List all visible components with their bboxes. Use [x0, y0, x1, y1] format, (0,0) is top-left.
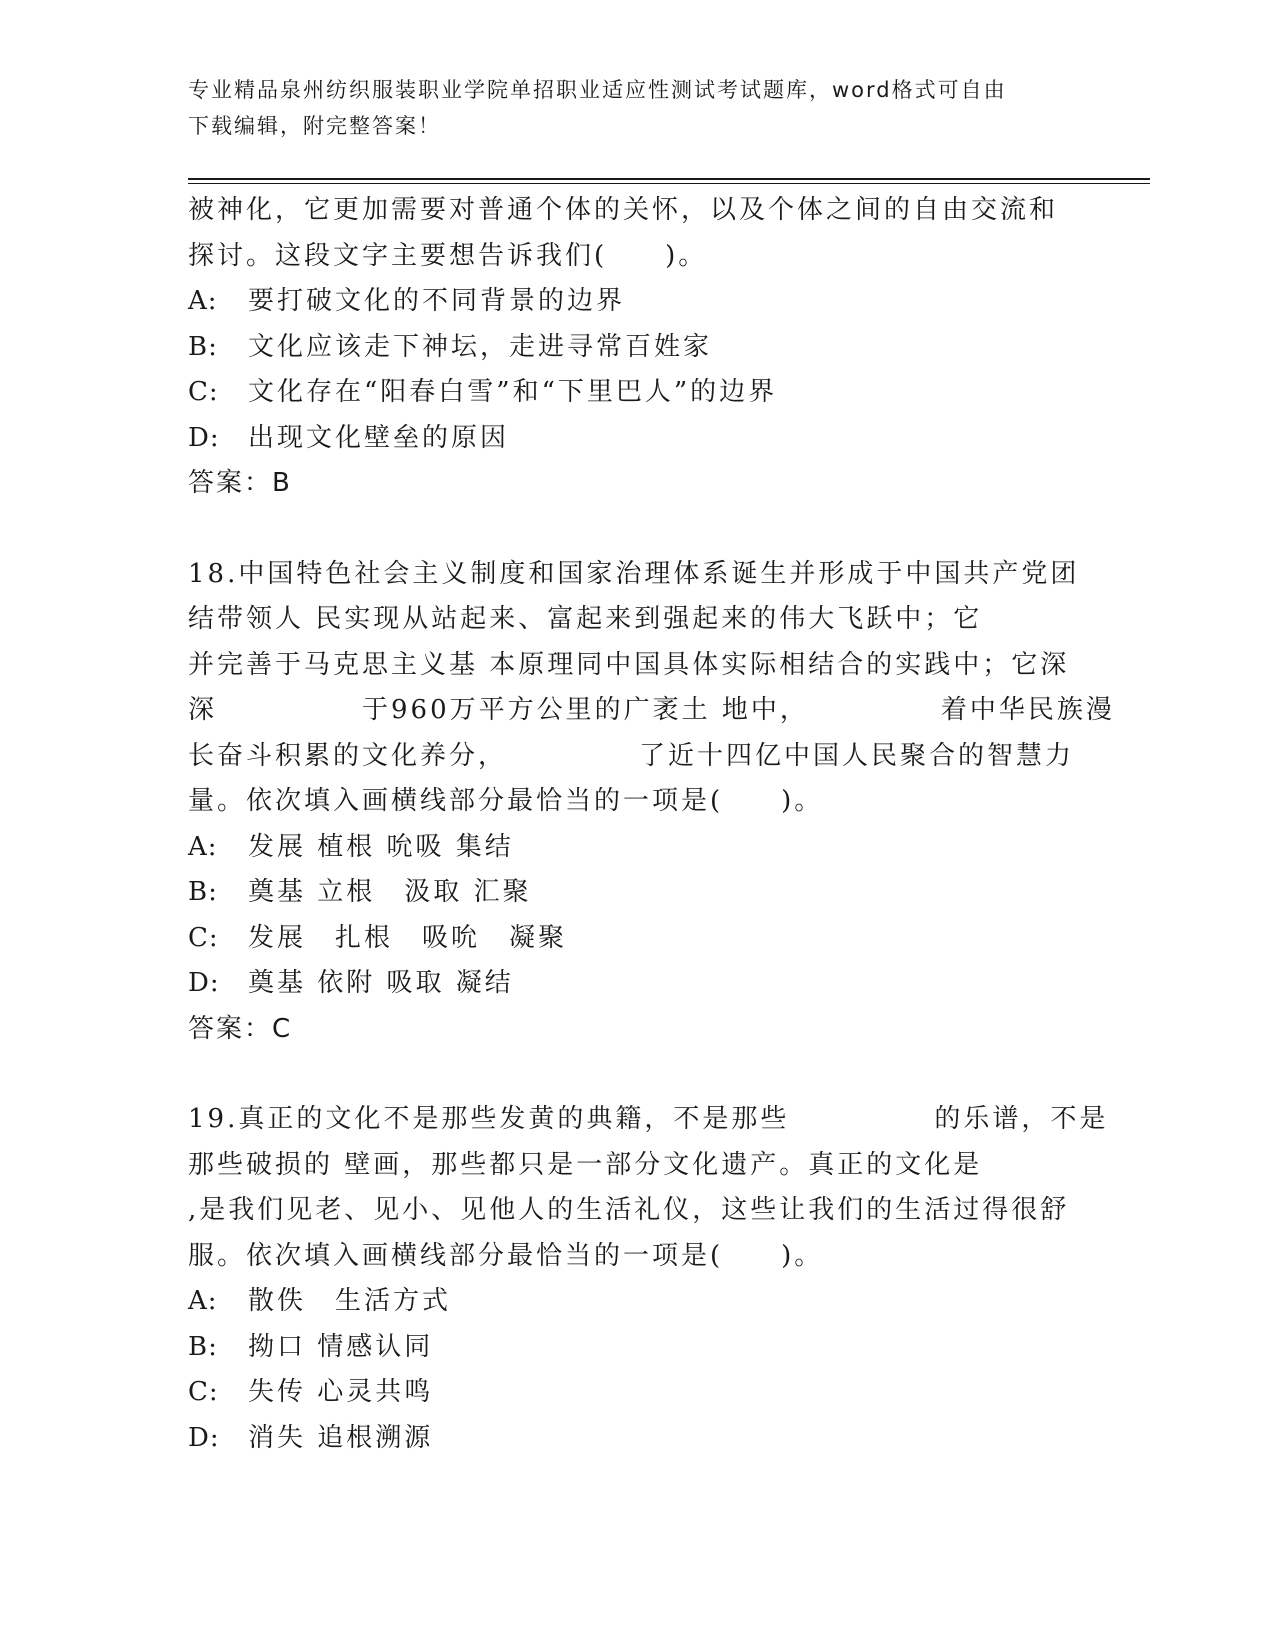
- option-text: 奠基 立根 汲取 汇聚: [248, 877, 532, 907]
- option-text: 出现文化壁垒的原因: [248, 422, 510, 453]
- option-b[interactable]: [188, 1325, 1088, 1371]
- question-text-line: 服。依次填入画横线部分最恰当的一项是( )。: [188, 1240, 824, 1271]
- question-text-line: 被神化，它更加需要对普通个体的关怀，以及个体之间的自由交流和: [188, 195, 1059, 225]
- question-content: [188, 188, 1115, 1461]
- question-text-line: 探讨。这段文字主要想告诉我们( )。: [188, 240, 708, 271]
- question-spacer: [188, 1052, 1088, 1097]
- option-d[interactable]: [188, 416, 1088, 462]
- question-text-line: 结带领人 民实现从站起来、富起来到强起来的伟大飞跃中；它: [188, 604, 983, 634]
- option-letter: A:: [188, 831, 218, 862]
- option-letter: D:: [188, 968, 220, 998]
- option-letter: D:: [188, 1422, 220, 1453]
- option-letter: C:: [188, 377, 219, 407]
- option-letter: D:: [188, 422, 220, 453]
- option-letter: B:: [188, 1331, 218, 1362]
- question-text-line: 18.中国特色社会主义制度和国家治理体系诞生并形成于中国共产党团: [188, 558, 1080, 589]
- question-text-line: 并完善于马克思主义基 本原理同中国具体实际相结合的实践中；它深: [188, 649, 1070, 680]
- question-18: [188, 552, 1115, 1053]
- option-text: 发展 扎根 吸吮 凝聚: [248, 922, 568, 953]
- option-letter: A:: [188, 1286, 218, 1316]
- option-text: 要打破文化的不同背景的边界: [248, 286, 626, 316]
- option-letter: B:: [188, 331, 218, 362]
- question-spacer: [188, 507, 1088, 552]
- option-letter: C:: [188, 1377, 219, 1407]
- option-text: 文化存在“阳春白雪”和“下里巴人”的边界: [248, 377, 778, 407]
- option-text: 文化应该走下神坛，走进寻常百姓家: [248, 331, 713, 362]
- option-letter: A:: [188, 286, 218, 316]
- option-text: 奠基 依附 吸取 凝结: [248, 968, 514, 998]
- option-text: 散佚 生活方式: [248, 1286, 452, 1316]
- question-text-line: 19.真正的文化不是那些发黄的典籍，不是那些 的乐谱，不是: [188, 1104, 1109, 1134]
- option-d[interactable]: [188, 1416, 1088, 1462]
- header-divider-thin: [188, 183, 1150, 184]
- header-divider-thick: [188, 178, 1150, 180]
- answer-text: 答案：B: [188, 468, 292, 498]
- option-c[interactable]: [188, 1370, 1088, 1416]
- option-c[interactable]: [188, 916, 1088, 962]
- option-text: 发展 植根 吮吸 集结: [248, 831, 514, 862]
- option-d[interactable]: [188, 961, 1088, 1007]
- header-line-1: 专业精品泉州纺织服装职业学院单招职业适应性测试考试题库，word格式可自由: [188, 78, 1007, 102]
- question-text-line: 量。依次填入画横线部分最恰当的一项是( )。: [188, 786, 824, 816]
- option-text: 消失 追根溯源: [248, 1422, 434, 1453]
- question-text-line: ,是我们见老、见小、见他人的生活礼仪，这些让我们的生活过得很舒: [188, 1195, 1070, 1225]
- question-text-line: 那些破损的 壁画，那些都只是一部分文化遗产。真正的文化是: [188, 1149, 983, 1180]
- option-b[interactable]: [188, 325, 1088, 371]
- option-c[interactable]: [188, 370, 1088, 416]
- option-letter: C:: [188, 922, 219, 953]
- header-line-2: 下载编辑，附完整答案！: [188, 114, 441, 138]
- option-text: 失传 心灵共鸣: [248, 1377, 434, 1407]
- question-19: [188, 1097, 1109, 1461]
- option-a[interactable]: [188, 1279, 1088, 1325]
- option-letter: B:: [188, 877, 218, 907]
- option-a[interactable]: [188, 825, 1088, 871]
- option-b[interactable]: [188, 870, 1088, 916]
- option-text: 拗口 情感认同: [248, 1331, 434, 1362]
- question-17: [188, 188, 1088, 507]
- answer-text: 答案：C: [188, 1013, 293, 1044]
- question-text-line: 深 于960万平方公里的广袤土 地中， 着中华民族漫: [188, 695, 1115, 725]
- option-a[interactable]: [188, 279, 1088, 325]
- page-header: [188, 72, 1088, 144]
- question-text-line: 长奋斗积累的文化养分， 了近十四亿中国人民聚合的智慧力: [188, 740, 1075, 771]
